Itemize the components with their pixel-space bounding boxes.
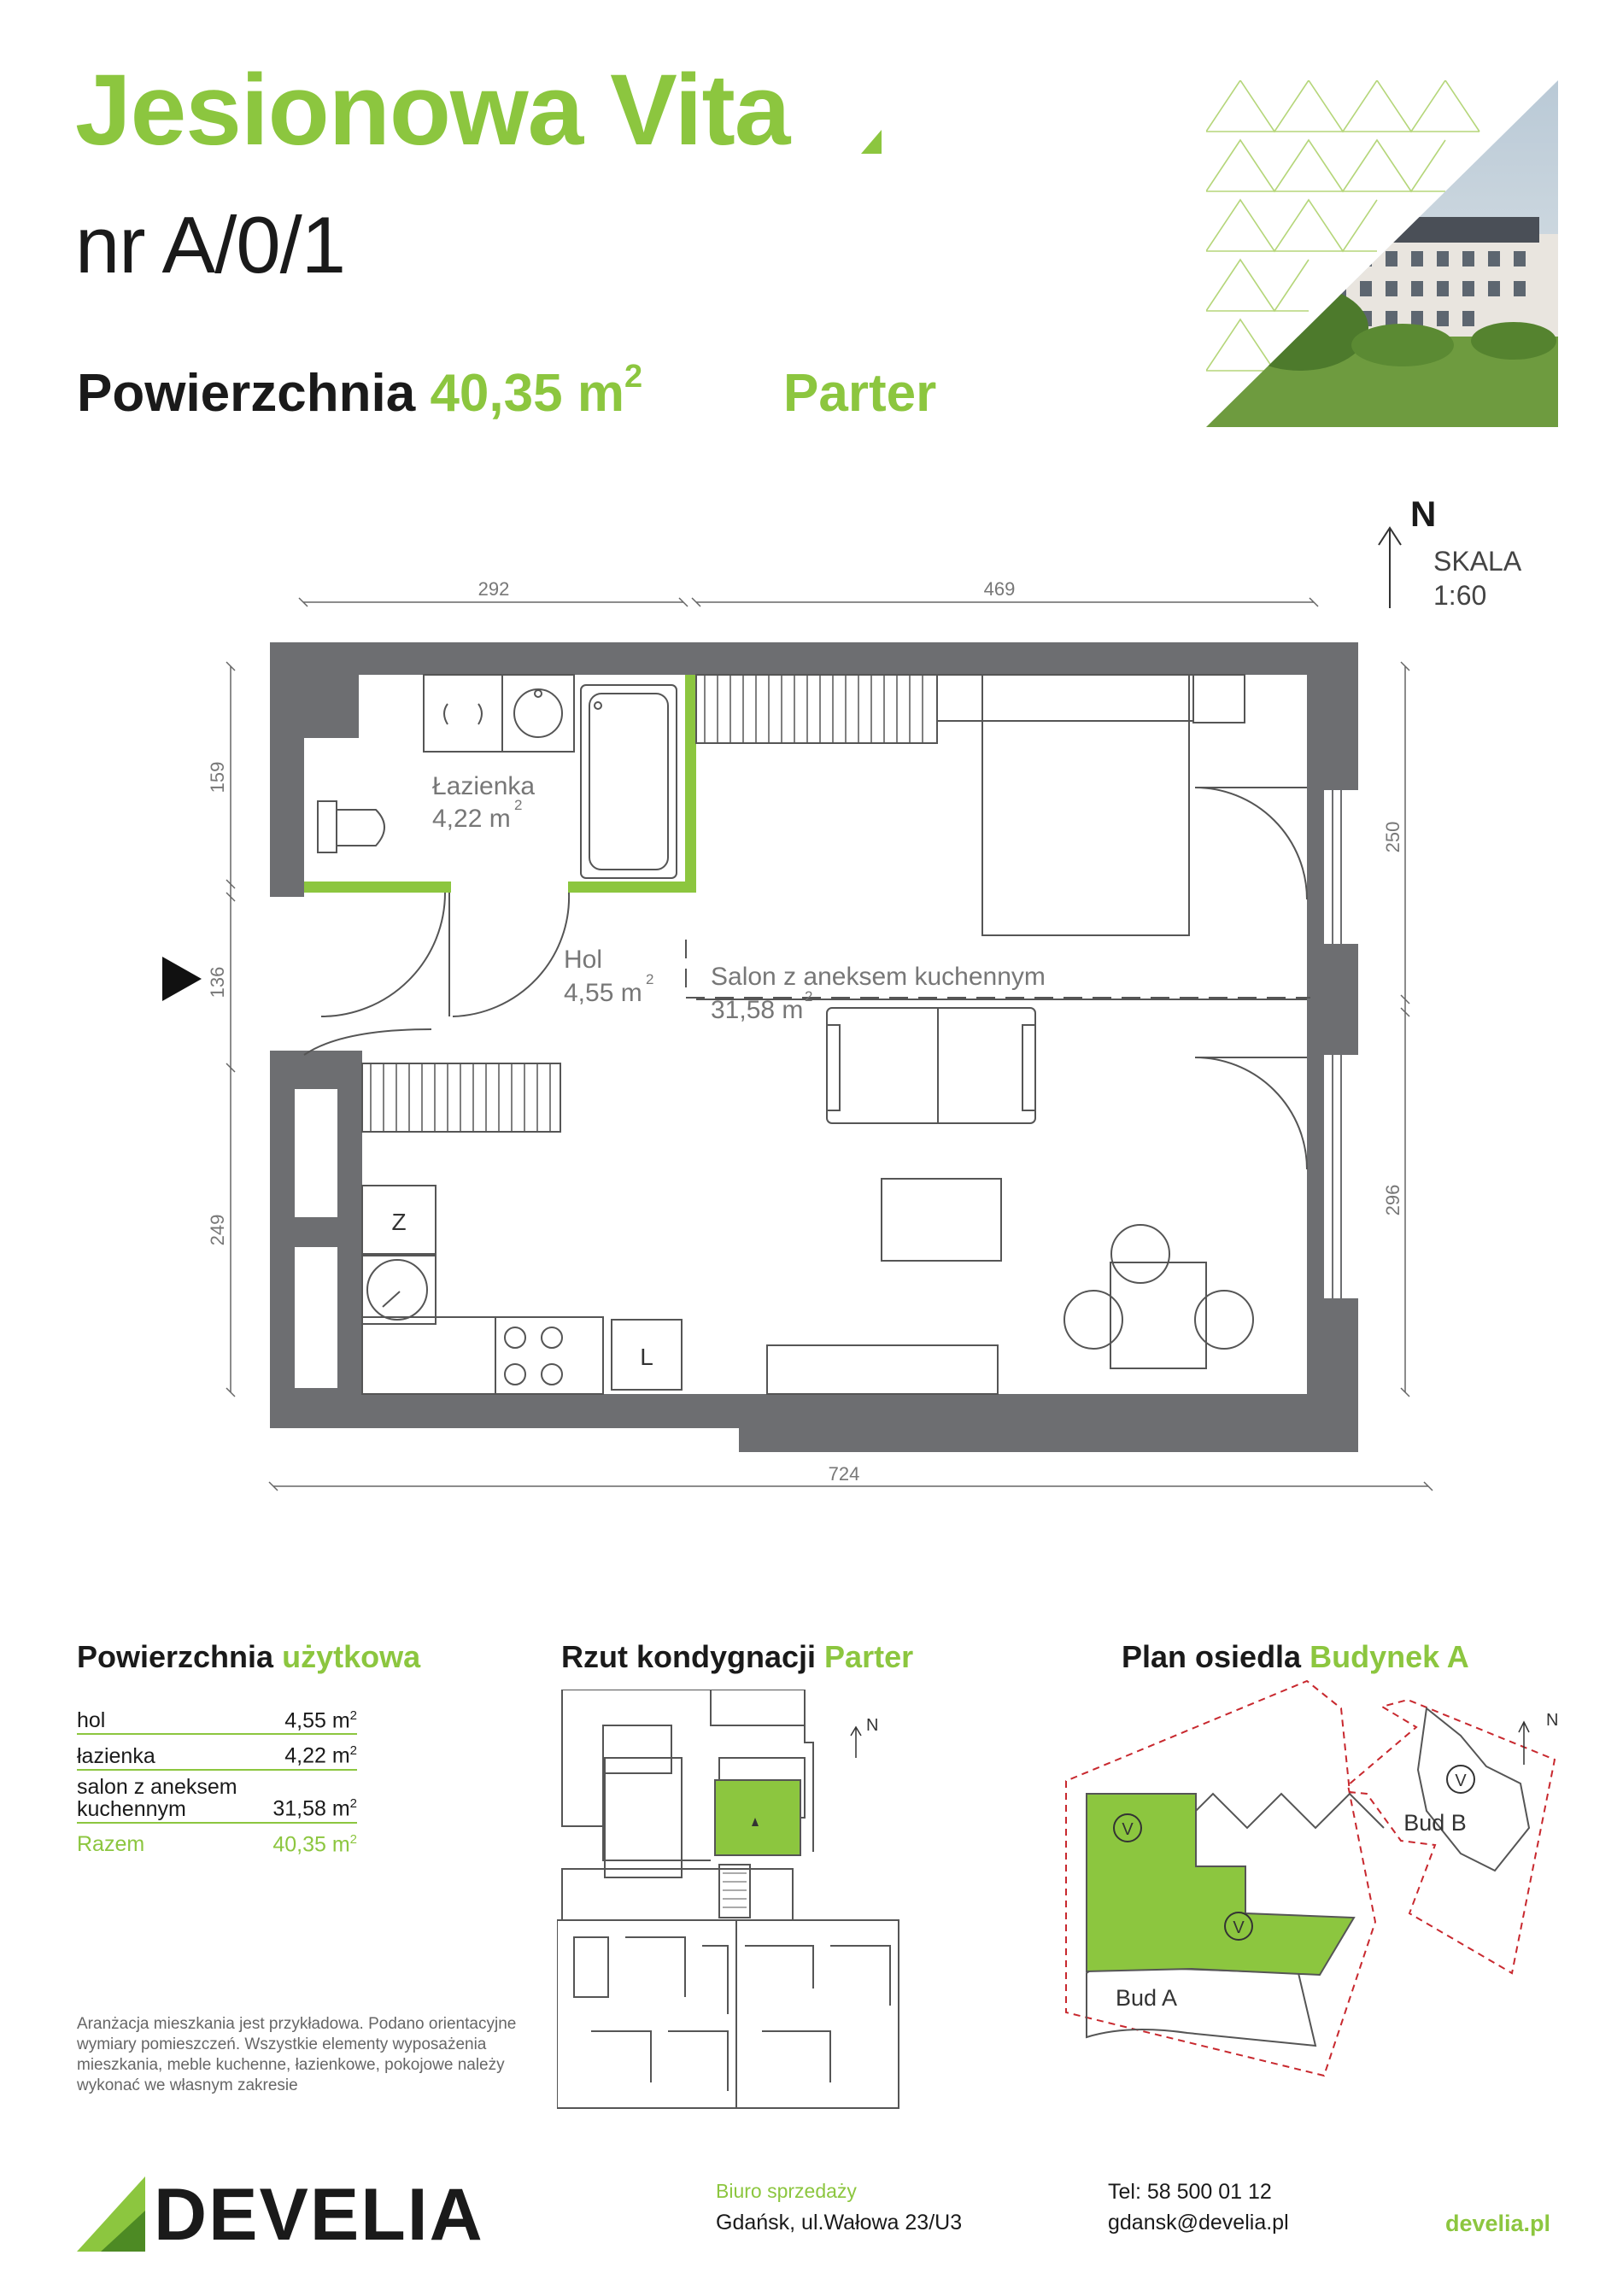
dim-bottom: 724: [828, 1463, 860, 1485]
site-marker-1: V: [1122, 1820, 1134, 1839]
floor-plan-north-label: N: [866, 1716, 879, 1735]
website-link[interactable]: develia.pl: [1445, 2211, 1551, 2236]
site-plan-map: [1059, 1674, 1572, 2093]
phone-number: Tel: 58 500 01 12: [1108, 2180, 1272, 2204]
email-link[interactable]: gdansk@develia.pl: [1108, 2211, 1289, 2234]
floor-plan-thumbnail: [557, 1690, 907, 2123]
room-area-bathroom: 4,22 m: [432, 805, 511, 833]
room-area-sup-hall: 2: [646, 971, 654, 987]
disclaimer-text: Aranżacja mieszkania jest przykładowa. Podano orientacyjne wymiary pomieszczeń. Wszystkie elementy wyposażenia mieszkania, meble kuchenne, łazienkowe, pokojowe należy wykonać we własnym zakresie: [77, 2015, 517, 2094]
fridge-label: Z: [391, 1209, 407, 1235]
dim-top-left: 292: [478, 581, 510, 600]
apartment-number: nr A/0/1: [75, 200, 345, 290]
building-b-label: Bud B: [1403, 1810, 1467, 1836]
table-row-total: Razem 40,35 $m^2$: [77, 1831, 357, 1856]
building-a-label: Bud A: [1115, 1985, 1178, 2011]
floor-label: Parter: [783, 364, 937, 423]
site-marker-3: V: [1455, 1772, 1467, 1790]
project-title: Jesionowa Vita: [75, 54, 790, 167]
dim-right-bottom: 296: [1382, 1184, 1403, 1216]
room-name-living: Salon z aneksem kuchennym: [711, 963, 1046, 991]
table-row: hol 4,55 $m^2$: [77, 1700, 357, 1735]
dim-left-bottom: 249: [207, 1214, 228, 1246]
sales-office-label: Biuro sprzedaży: [716, 2180, 857, 2202]
floor-plan-drawing: [154, 581, 1452, 1512]
dim-top-right: 469: [983, 581, 1016, 600]
dishwasher-label: L: [640, 1344, 653, 1370]
floor-plan-heading: Rzut kondygnacji Parter: [561, 1639, 914, 1674]
scale-label: SKALA: [1433, 546, 1522, 577]
total-area-heading: [77, 359, 643, 423]
site-plan-north-label: N: [1546, 1711, 1559, 1730]
dim-left-top: 159: [207, 761, 228, 794]
building-photo: [1206, 80, 1558, 427]
dim-right-top: 250: [1382, 821, 1403, 853]
entrance-arrow-icon: [162, 957, 202, 1001]
develia-logo: [77, 2174, 504, 2256]
dim-left-mid: 136: [207, 966, 228, 999]
usable-area-heading: Powierzchnia użytkowa: [77, 1639, 421, 1674]
room-area-living: 31,58 m: [711, 996, 804, 1024]
scale-value: 1:60: [1433, 580, 1487, 611]
usable-area-table: [77, 1700, 357, 1857]
title-mark-icon: [861, 130, 882, 154]
area-value: 40,35 m: [430, 364, 624, 423]
room-name-hall: Hol: [564, 946, 603, 974]
develia-logo-text: DEVELIA: [154, 2174, 484, 2256]
site-marker-2: V: [1233, 1918, 1245, 1937]
room-area-sup-bathroom: 2: [514, 797, 523, 813]
table-row: łazienka 4,22 $m^2$: [77, 1735, 357, 1770]
compass-north-label: N: [1410, 494, 1437, 534]
table-row: salon z aneksem kuchennym 31,58 $m^2$: [77, 1771, 357, 1824]
develia-logo-icon: [77, 2176, 145, 2252]
room-name-bathroom: Łazienka: [432, 772, 536, 800]
room-area-sup-living: 2: [805, 988, 813, 1004]
sales-office-address: Gdańsk, ul.Wałowa 23/U3: [716, 2211, 963, 2234]
site-plan-heading: Plan osiedla Budynek A: [1122, 1639, 1469, 1674]
apartment-highlight: [715, 1780, 800, 1855]
room-area-hall: 4,55 m: [564, 979, 642, 1007]
area-label: Powierzchnia: [77, 364, 416, 423]
area-unit-sup: 2: [624, 359, 643, 395]
